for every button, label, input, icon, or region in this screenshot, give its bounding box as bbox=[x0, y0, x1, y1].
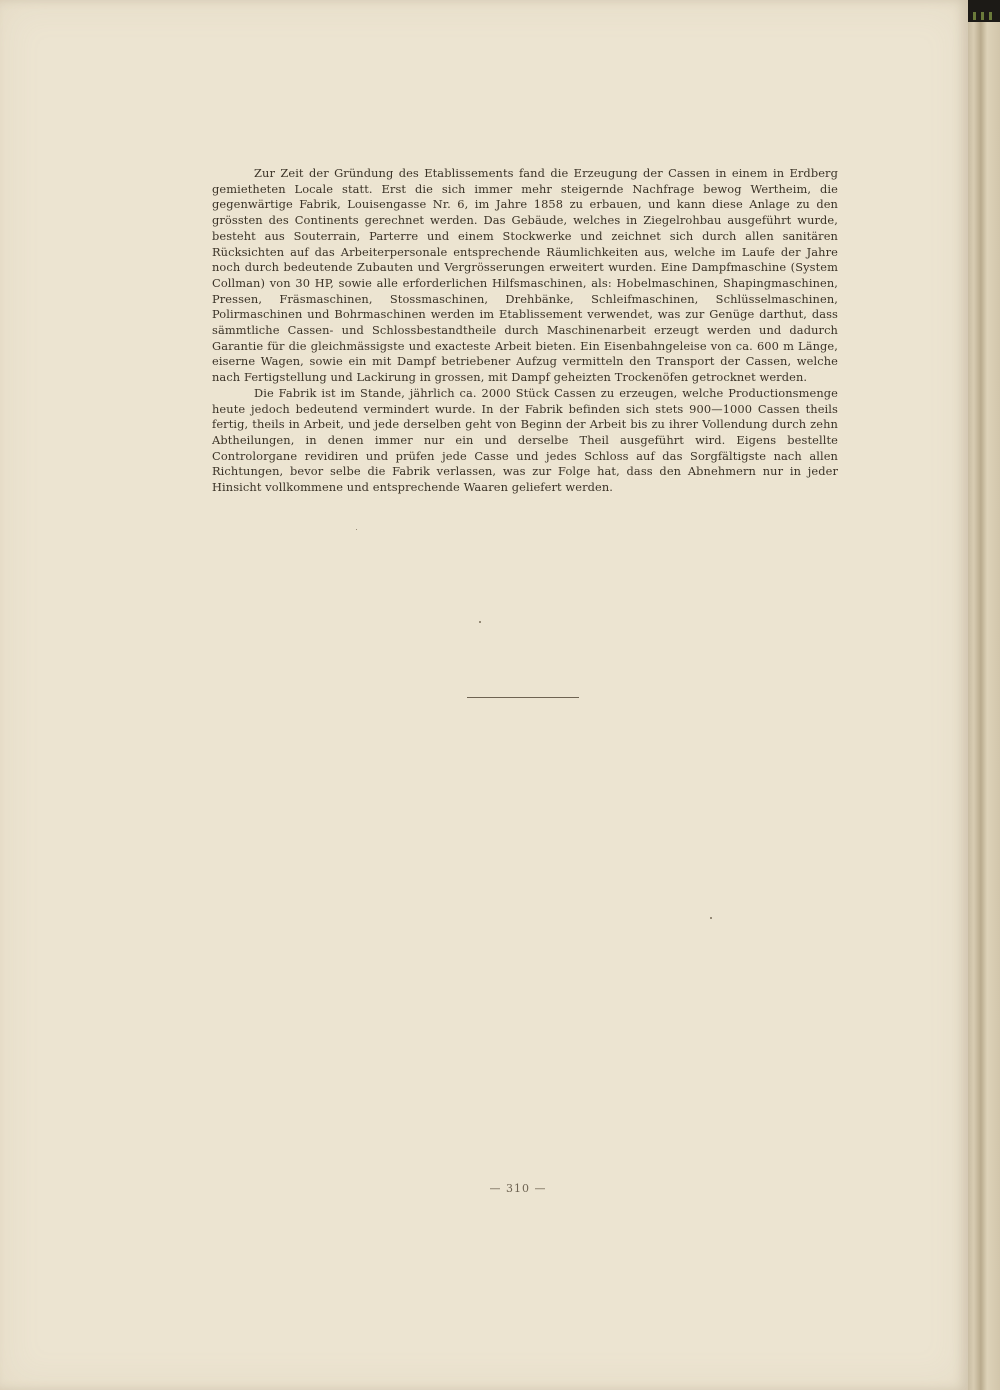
paper-speck bbox=[356, 529, 357, 530]
paper-speck bbox=[710, 917, 712, 919]
paragraph-production: Die Fabrik ist im Stande, jährlich ca. 2000 Stück Cassen zu erzeugen, welche Productionsmenge heute jedoch bedeutend vermindert wurde. In der Fabrik befinden sich stets 900—1000 Cassen theils fertig, theils in Arbeit, und jede derselben geht von Beginn der Arbeit bis zu ihrer Vollendung durch zehn Abtheilungen, in denen immer nur ein und derselbe Theil ausgeführt wird. Eigens bestellte Controlorgane revidiren und prüfen jede Casse und jedes Schloss auf das Sorgfältigste nach allen Richtungen, bevor selbe die Fabrik verlassen, was zur Folge hat, dass den Abnehmern nur in jeder Hinsicht vollkommene und entsprechende Waaren geliefert werden. bbox=[212, 385, 838, 495]
section-divider-rule bbox=[467, 697, 579, 698]
paper-speck bbox=[479, 621, 481, 623]
binding-top-edge bbox=[968, 0, 1000, 22]
binding-thread bbox=[973, 12, 976, 20]
binding-thread bbox=[981, 12, 984, 20]
page-number: — 310 — bbox=[489, 1182, 547, 1195]
book-spine-edge bbox=[968, 0, 1000, 1390]
body-text bbox=[212, 166, 838, 496]
binding-thread bbox=[989, 12, 992, 20]
paragraph-factory-history: Zur Zeit der Gründung des Etablissements fand die Erzeugung der Cassen in einem in Erdberg gemietheten Locale statt. Erst die sich immer mehr steigernde Nachfrage bewog Wertheim, die gegenwärtige Fabrik, Louisengasse Nr. 6, im Jahre 1858 zu erbauen, und kann diese Anlage zu den grössten des Continents gerechnet werden. Das Gebäude, welches in Ziegelrohbau ausgeführt wurde, besteht aus Souterrain, Parterre und einem Stockwerke und zeichnet sich durch allen sanitären Rücksichten auf das Arbeiterpersonale entsprechende Räumlichkeiten aus, welche im Laufe der Jahre noch durch bedeutende Zubauten und Vergrösserungen erweitert wurden. Eine Dampfmaschine (System Collman) von 30 HP, sowie alle erforderlichen Hilfsmaschinen, als: Hobelmaschinen, Shapingmaschinen, Pressen, Fräsmaschinen, Stossmaschinen, Drehbänke, Schleifmaschinen, Schlüsselmaschinen, Polirmaschinen und Bohrmaschinen werden im Etablissement verwendet, was zur Genüge darthut, dass sämmtliche Cassen- und Schlossbestandtheile durch Maschinenarbeit erzeugt werden und dadurch Garantie für die gleichmässigste und exacteste Arbeit bieten. Ein Eisenbahngeleise von ca. 600 m Länge, eiserne Wagen, sowie ein mit Dampf betriebener Aufzug vermitteln den Transport der Cassen, welche nach Fertigstellung und Lackirung in grossen, mit Dampf geheizten Trockenöfen getrocknet werden. bbox=[212, 166, 838, 385]
